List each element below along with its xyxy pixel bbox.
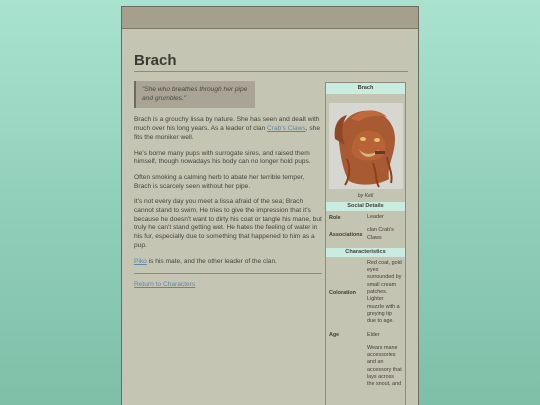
age-value: Elder bbox=[367, 331, 380, 338]
age-label: Age bbox=[329, 332, 340, 339]
character-infobox bbox=[325, 82, 406, 405]
infobox-row-role bbox=[326, 211, 405, 224]
paragraph-intro-text: Brach is a grouchy lissa by nature. She has seen and dealt with much over his long years. As a leader of clan bbox=[134, 116, 320, 133]
character-portrait-art bbox=[329, 103, 403, 189]
paragraph-pups: He's borne many pups with surrogate sires, and raised them himself, though nowadays his body can no longer hold pups. bbox=[134, 149, 311, 166]
article-body bbox=[134, 81, 322, 290]
crabs-claws-link[interactable]: Crab's Claws bbox=[267, 125, 306, 133]
social-details-header: Social Details bbox=[326, 202, 405, 211]
role-label: Role bbox=[329, 214, 341, 221]
article-divider bbox=[134, 273, 322, 274]
coloration-value: Red coat, gold eyes surrounded by small cream patches. Lighter muzzle with a greying tip due to age. bbox=[367, 259, 402, 325]
infobox-title: Brach bbox=[326, 83, 405, 94]
paragraph-mate bbox=[134, 258, 322, 267]
role-value: Leader bbox=[367, 214, 384, 220]
paragraph-pipe: Often smoking a calming herb to abate her terrible temper, Brach is scarcely seen without her pipe. bbox=[134, 173, 305, 190]
page-title: Brach bbox=[134, 52, 177, 69]
title-divider bbox=[134, 71, 408, 72]
character-quote: "She who breathes through her pipe and grumbles." bbox=[134, 81, 255, 108]
top-bar bbox=[122, 7, 418, 29]
associations-value: clan Crab's Claws bbox=[367, 227, 394, 241]
character-portrait bbox=[329, 103, 403, 189]
characteristics-header: Characteristics bbox=[326, 248, 405, 257]
infobox-row-accessories bbox=[326, 342, 405, 392]
infobox-row-coloration bbox=[326, 257, 405, 329]
paragraph-intro bbox=[134, 116, 322, 142]
paragraph-sea: It's not every day you meet a lissa afraid of the sea; Brach cannot stand to swim. He tries to give the impression that it's because he doesn't want to dirty his coat or tangle his mane, but truly he can't stand getting wet. He hates the feeling of water in his fur, especially due to something that happened to him as a pup. bbox=[134, 198, 322, 249]
paragraph-intro-tail: , she fits the moniker well. bbox=[134, 125, 320, 141]
coloration-label: Coloration bbox=[329, 289, 356, 296]
paragraph-mate-text: is his mate, and the other leader of the clan. bbox=[146, 257, 277, 265]
infobox-row-age bbox=[326, 329, 405, 342]
return-to-characters-link[interactable]: Return to Characters bbox=[134, 281, 196, 289]
accessories-value: Wears mane accessories and an accessory that lays across the snout, and bbox=[367, 344, 402, 388]
portrait-caption: by Keli bbox=[357, 193, 374, 199]
infobox-row-associations bbox=[326, 224, 405, 245]
associations-label: Associations bbox=[329, 231, 363, 238]
piko-link[interactable]: Piko bbox=[134, 257, 147, 265]
page-window bbox=[121, 6, 419, 405]
